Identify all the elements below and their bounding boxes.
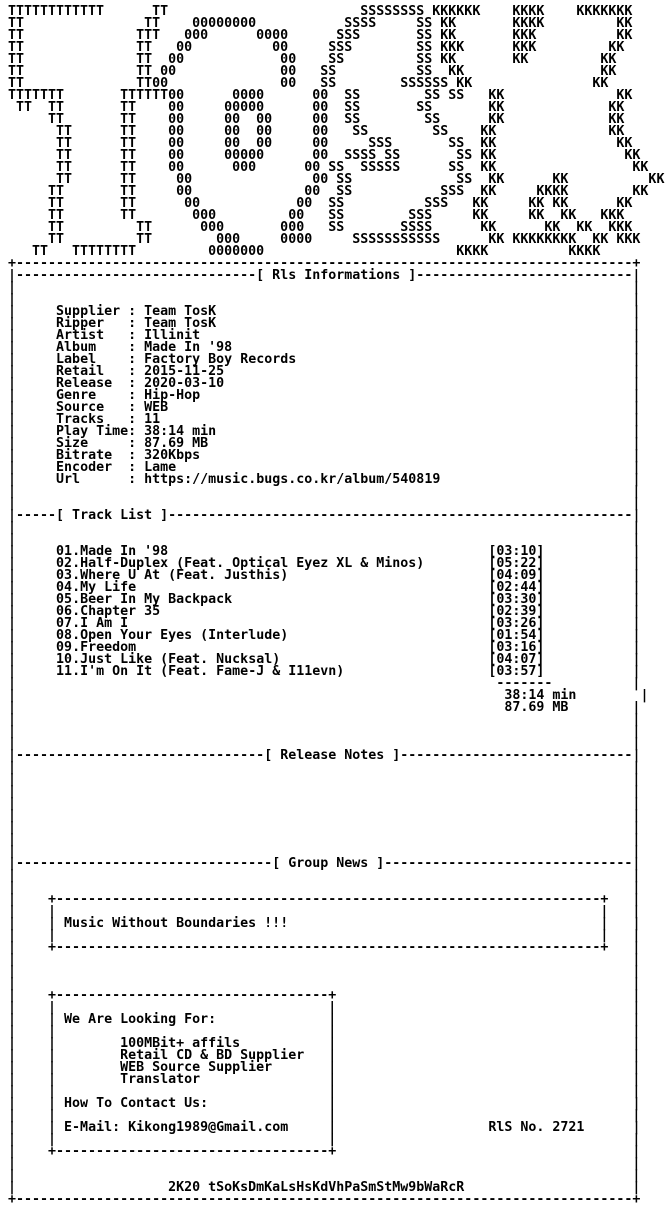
- info-key: Encoder: [56, 460, 113, 475]
- track-length: [04:07]: [488, 652, 545, 667]
- info-key: Ripper: [56, 316, 105, 331]
- section-title-track-list: [ Track List ]: [56, 508, 169, 523]
- logo-line: TT TTTTTTTT 0000000 KKKK KKKK: [8, 244, 601, 259]
- track-length: [02:39]: [488, 604, 545, 619]
- logo-line: TT TT 00 00 SS SS KK KK KK: [8, 172, 665, 187]
- looking-for-item: 100MBit+ affils: [120, 1036, 241, 1051]
- logo-line: TT TT 00 000 00 SS SSSSS SS KK KK: [8, 160, 649, 175]
- track-number: 06: [56, 604, 73, 619]
- section-title-release-notes: [ Release Notes ]: [264, 748, 401, 763]
- info-value: 38:14 min: [144, 424, 217, 439]
- release-number: RlS No. 2721: [488, 1120, 585, 1135]
- info-key: Play Time: [56, 424, 129, 439]
- track-length: [03:26]: [488, 616, 545, 631]
- track-title: Made In '98: [80, 544, 169, 559]
- total-size: 87.69 MB: [504, 700, 569, 715]
- track-title: Freedom: [80, 640, 137, 655]
- track-number: 08: [56, 628, 73, 643]
- info-key: Retail: [56, 364, 105, 379]
- logo-line: TT TT 00 00 SS SS KK KK: [8, 64, 617, 79]
- info-key: Source: [56, 400, 105, 415]
- info-key: Tracks: [56, 412, 105, 427]
- track-length: [03:10]: [488, 544, 545, 559]
- logo-line: TT TT 00 00000 00 SSSS SS SS KK KK: [8, 148, 641, 163]
- track-title: Where U At (Feat. Justhis): [80, 568, 289, 583]
- track-number: 10: [56, 652, 73, 667]
- logo-line: TT TT 00000000 SSSS SS KK KKKK KK: [8, 16, 633, 31]
- nfo-document: TTTTTTTTTTTT TT SSSSSSSS KKKKKK KKKK KKKKKKK TT TT 00000000 SSSS SS KK KKKK KK TT TTT 000 0000 SSS SS KK KKK KK TT TT 00 00 SSS SS KKK KKK KK TT TT 00 00 SS SS KK KK KK TT TT 00 00 SS SS KK KK TT TT00 00 SS SSSSSS KK KK TTTTTTT TTTTTT00 0000 00 SS SS SS KK KK TT TT TT 00 00000 00 SS SS KK KK TT TT 00 00 00 00 SS SS KK KK TT TT 00 00 00 00 SS SS KK KK TT TT 00 00 00 00 SSS SS KK KK TT TT 00 00000 00 SSSS SS SS KK KK TT TT 00 000 00 SS SSSSS SS KK KK TT TT 00 00 SS SS KK KK KK TT TT 00 00 SS SSS KK KKKK KK TT TT 00 00 SS SSS KK KK KK KK TT TT 000 00 SS SSS KK KK KK KKK TT TT 000 000 SS SSSS KK KK KK KKK TT TT 000 0000 SSSSSSSSSSS KK KKKKKKKK KK KKK TT TTTTTTTT 0000000 KKKK KKKK +-----------------------------------------------------------------------------+ |------------------------------[ Rls Informations ]---------------------------| | | | | | Supplier : Team TosK | | Ripper : Team TosK | | Artist : Illinit | | Album : Made In '98 | | Label : Factory Boy Records | | Retail : 2015-11-25 | | Release : 2020-03-10 | | Genre : Hip-Hop | | Source : WEB | | Tracks : 11 | | Play Time: 38:14 min | | Size : 87.69 MB | | Bitrate : 320Kbps | | Encoder : Lame | | Url : https://music.bugs.co.kr/album/540819 | | | | | |-----[ Track List ]----------------------------------------------------------| | | | | | 01.Made In '98 [03:10] | | 02.Half-Duplex (Feat. Optical Eyez XL & Minos) [05:22] | | 03.Where U At (Feat. Justhis) [04:09] | | 04.My Life [02:44] | | 05.Beer In My Backpack [03:30] | | 06.Chapter 35 [02:39] | | 07.I Am I [03:26] | | 08.Open Your Eyes (Interlude) [01:54] | | 09.Freedom [03:16] | | 10.Just Like (Feat. Nucksal) [04:07] | | 11.I'm On It (Feat. Fame-J & I11evn) [03:57] | | ------- | | 38:14 min | | 87.69 MB | | | | | | | |-------------------------------[ Release Notes ]-----------------------------| | | | | | | | | | | | | | | | | |--------------------------------[ Group News ]-------------------------------| | | | | | +--------------------------------------------------------------------+ | | | | | | | Music Without Boundaries !!! | | | | | | | +--------------------------------------------------------------------+ | | | | | | | | +----------------------------------+ | | | | | | | We Are Looking For: | | | | | | | | 100MBit+ affils | | | | Retail CD & BD Supplier | | | | WEB Source Supplier | | | | Translator | | | | | | | | How To Contact Us: | | | | | | | | E-Mail: Kikong1989@Gmail.com | RlS No. 2721 | | | | | | +----------------------------------+ | | | | | | 2K20 tSoKsDmKaLsHsKdVhPaSmStMw9bWaRcR | +-----------------------------------------------------------------------------+: [8, 4, 665, 1207]
- track-title: Chapter 35: [80, 604, 161, 619]
- email-label: E-Mail:: [64, 1120, 121, 1135]
- motto-text: Music Without Boundaries !!!: [64, 916, 289, 931]
- looking-for-item: WEB Source Supplier: [120, 1060, 273, 1075]
- logo-line: TT TTT 000 0000 SSS SS KK KKK KK: [8, 28, 633, 43]
- total-time: 38:14 min: [504, 688, 577, 703]
- info-key: Release: [56, 376, 113, 391]
- logo-line: TT TT 000 000 SS SSSS KK KK KK KKK: [8, 220, 633, 235]
- track-title: My Life: [80, 580, 137, 595]
- info-key: Supplier: [56, 304, 121, 319]
- section-title-release-info: [ Rls Informations ]: [256, 268, 417, 283]
- logo-line: TT TT 000 0000 SSSSSSSSSSS KK KKKKKKKK KK KKK: [8, 232, 641, 247]
- logo-line: TT TT 00 00 SS SS KK KK KK: [8, 52, 617, 67]
- info-value: https://music.bugs.co.kr/album/540819: [144, 472, 441, 487]
- info-value: 87.69 MB: [144, 436, 209, 451]
- track-number: 01: [56, 544, 73, 559]
- track-number: 02: [56, 556, 73, 571]
- info-key: Size: [56, 436, 89, 451]
- track-length: [03:30]: [488, 592, 545, 607]
- logo-line: TT TT 000 00 SS SSS KK KK KK KKK: [8, 208, 625, 223]
- track-title: I'm On It (Feat. Fame-J & I11evn): [80, 664, 345, 679]
- info-value: Team TosK: [144, 304, 217, 319]
- info-value: 11: [144, 412, 161, 427]
- email-address: Kikong1989@Gmail.com: [128, 1120, 289, 1135]
- section-title-group-news: [ Group News ]: [272, 856, 385, 871]
- info-key: Genre: [56, 388, 97, 403]
- track-length: [03:16]: [488, 640, 545, 655]
- info-value: 2015-11-25: [144, 364, 225, 379]
- track-length: [04:09]: [488, 568, 545, 583]
- info-key: Label: [56, 352, 97, 367]
- logo-line: TT TT 00 00 SS SSS KK KK KK KK: [8, 196, 633, 211]
- track-number: 03: [56, 568, 73, 583]
- info-value: 320Kbps: [144, 448, 201, 463]
- info-value: Hip-Hop: [144, 388, 201, 403]
- track-length: [02:44]: [488, 580, 545, 595]
- track-title: Open Your Eyes (Interlude): [80, 628, 289, 643]
- info-value: WEB: [144, 400, 169, 415]
- logo-line: TTTTTTT TTTTTT00 0000 00 SS SS SS KK KK: [8, 88, 633, 103]
- info-value: Illinit: [144, 328, 201, 343]
- track-title: I Am I: [80, 616, 129, 631]
- info-key: Bitrate: [56, 448, 113, 463]
- logo-line: TT TT 00 00 00 00 SS SS KK KK: [8, 124, 625, 139]
- info-key: Album: [56, 340, 97, 355]
- track-number: 09: [56, 640, 73, 655]
- track-title: Half-Duplex (Feat. Optical Eyez XL & Minos): [80, 556, 425, 571]
- looking-for-item: Translator: [120, 1072, 201, 1087]
- info-value: Team TosK: [144, 316, 217, 331]
- track-title: Just Like (Feat. Nucksal): [80, 652, 281, 667]
- info-value: Factory Boy Records: [144, 352, 297, 367]
- logo-line: TT TT 00 00 00 00 SSS SS KK KK: [8, 136, 633, 151]
- logo-line: TT TT TT 00 00000 00 SS SS KK KK: [8, 100, 625, 115]
- track-number: 07: [56, 616, 73, 631]
- info-value: 2020-03-10: [144, 376, 225, 391]
- contact-title: How To Contact Us:: [64, 1096, 209, 1111]
- info-value: Made In '98: [144, 340, 233, 355]
- info-key: Url: [56, 472, 81, 487]
- track-length: [03:57]: [488, 664, 545, 679]
- logo-line: TTTTTTTTTTTT TT SSSSSSSS KKKKKK KKKK KKKKKKK: [8, 4, 633, 19]
- logo-line: TT TT 00 00 00 00 SS SS KK KK: [8, 112, 625, 127]
- logo-line: TT TT 00 00 SS SSS KK KKKK KK: [8, 184, 649, 199]
- track-length: [05:22]: [488, 556, 545, 571]
- info-value: Lame: [144, 460, 177, 475]
- track-number: 04: [56, 580, 73, 595]
- track-number: 05: [56, 592, 73, 607]
- info-key: Artist: [56, 328, 105, 343]
- track-length: [01:54]: [488, 628, 545, 643]
- footer-tag: 2K20 tSoKsDmKaLsHsKdVhPaSmStMw9bWaRcR: [168, 1180, 465, 1195]
- looking-for-title: We Are Looking For:: [64, 1012, 217, 1027]
- logo-line: TT TT00 00 SS SSSSSS KK KK: [8, 76, 609, 91]
- logo-line: TT TT 00 00 SSS SS KKK KKK KK: [8, 40, 625, 55]
- track-number: 11: [56, 664, 73, 679]
- track-title: Beer In My Backpack: [80, 592, 233, 607]
- looking-for-item: Retail CD & BD Supplier: [120, 1048, 305, 1063]
